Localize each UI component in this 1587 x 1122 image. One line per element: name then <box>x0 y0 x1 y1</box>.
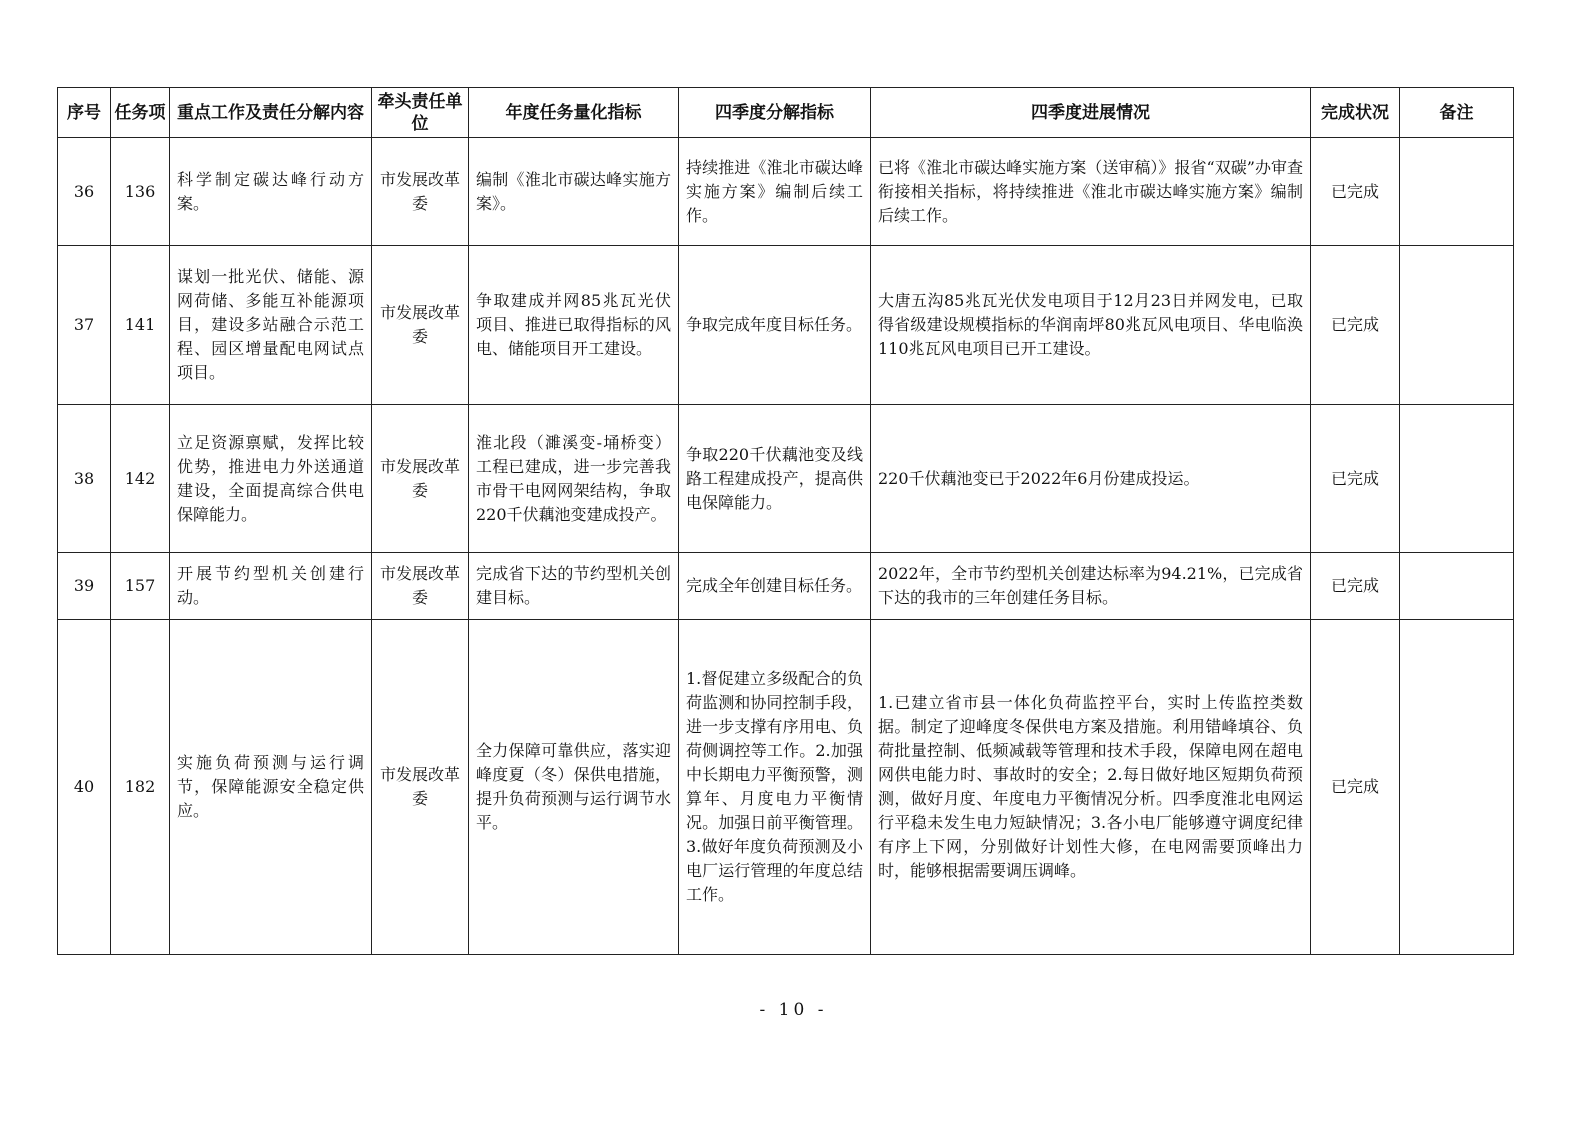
cell-q4-target: 持续推进《淮北市碳达峰实施方案》编制后续工作。 <box>679 138 871 246</box>
cell-status: 已完成 <box>1311 553 1400 620</box>
cell-q4-target: 争取220千伏藕池变及线路工程建成投产，提高供电保障能力。 <box>679 405 871 553</box>
cell-seq: 36 <box>58 138 111 246</box>
cell-annual: 争取建成并网85兆瓦光伏项目、推进已取得指标的风电、储能项目开工建设。 <box>469 246 679 405</box>
cell-work: 谋划一批光伏、储能、源网荷储、多能互补能源项目，建设多站融合示范工程、园区增量配电网试点项目。 <box>170 246 372 405</box>
table-row <box>58 620 1514 955</box>
cell-work: 开展节约型机关创建行动。 <box>170 553 372 620</box>
cell-q4-progress: 已将《淮北市碳达峰实施方案（送审稿）》报省“双碳”办审查衔接相关指标，将持续推进《淮北市碳达峰实施方案》编制后续工作。 <box>871 138 1311 246</box>
cell-annual: 完成省下达的节约型机关创建目标。 <box>469 553 679 620</box>
cell-unit: 市发展改革委 <box>372 553 469 620</box>
header-unit: 牵头责任单位 <box>372 88 469 138</box>
cell-remark <box>1400 620 1514 955</box>
cell-q4-progress: 2022年，全市节约型机关创建达标率为94.21%，已完成省下达的我市的三年创建任务目标。 <box>871 553 1311 620</box>
cell-seq: 37 <box>58 246 111 405</box>
cell-q4-target: 争取完成年度目标任务。 <box>679 246 871 405</box>
cell-work: 科学制定碳达峰行动方案。 <box>170 138 372 246</box>
cell-remark <box>1400 405 1514 553</box>
cell-unit: 市发展改革委 <box>372 246 469 405</box>
cell-task: 157 <box>111 553 170 620</box>
cell-status: 已完成 <box>1311 246 1400 405</box>
cell-seq: 38 <box>58 405 111 553</box>
header-q4-progress: 四季度进展情况 <box>871 88 1311 138</box>
cell-task: 136 <box>111 138 170 246</box>
table-row <box>58 138 1514 246</box>
header-status: 完成状况 <box>1311 88 1400 138</box>
cell-q4-progress: 大唐五沟85兆瓦光伏发电项目于12月23日并网发电，已取得省级建设规模指标的华润南坪80兆瓦风电项目、华电临涣110兆瓦风电项目已开工建设。 <box>871 246 1311 405</box>
cell-task: 141 <box>111 246 170 405</box>
cell-q4-target: 1.督促建立多级配合的负荷监测和协同控制手段，进一步支撑有序用电、负荷侧调控等工作。2.加强中长期电力平衡预警，测算年、月度电力平衡情况。加强日前平衡管理。3.做好年度负荷预测及小电厂运行管理的年度总结工作。 <box>679 620 871 955</box>
cell-task: 142 <box>111 405 170 553</box>
cell-task: 182 <box>111 620 170 955</box>
progress-table <box>57 87 1514 955</box>
header-remark: 备注 <box>1400 88 1514 138</box>
cell-status: 已完成 <box>1311 138 1400 246</box>
table-row <box>58 246 1514 405</box>
cell-q4-target: 完成全年创建目标任务。 <box>679 553 871 620</box>
table-row <box>58 553 1514 620</box>
cell-remark <box>1400 553 1514 620</box>
cell-unit: 市发展改革委 <box>372 138 469 246</box>
cell-q4-progress: 220千伏藕池变已于2022年6月份建成投运。 <box>871 405 1311 553</box>
cell-unit: 市发展改革委 <box>372 620 469 955</box>
cell-annual: 淮北段（濉溪变-埇桥变）工程已建成，进一步完善我市骨干电网网架结构，争取220千伏藕池变建成投产。 <box>469 405 679 553</box>
table-row <box>58 405 1514 553</box>
cell-status: 已完成 <box>1311 620 1400 955</box>
header-task: 任务项 <box>111 88 170 138</box>
header-work: 重点工作及责任分解内容 <box>170 88 372 138</box>
header-q4-target: 四季度分解指标 <box>679 88 871 138</box>
header-seq: 序号 <box>58 88 111 138</box>
cell-annual: 全力保障可靠供应，落实迎峰度夏（冬）保供电措施，提升负荷预测与运行调节水平。 <box>469 620 679 955</box>
table-header-row <box>58 88 1514 138</box>
cell-work: 实施负荷预测与运行调节，保障能源安全稳定供应。 <box>170 620 372 955</box>
cell-remark <box>1400 138 1514 246</box>
cell-annual: 编制《淮北市碳达峰实施方案》。 <box>469 138 679 246</box>
cell-status: 已完成 <box>1311 405 1400 553</box>
cell-remark <box>1400 246 1514 405</box>
cell-seq: 40 <box>58 620 111 955</box>
cell-q4-progress: 1.已建立省市县一体化负荷监控平台，实时上传监控类数据。制定了迎峰度冬保供电方案及措施。利用错峰填谷、负荷批量控制、低频减载等管理和技术手段，保障电网在超电网供电能力时、事故时的安全；2.每日做好地区短期负荷预测，做好月度、年度电力平衡情况分析。四季度淮北电网运行平稳未发生电力短缺情况；3.各小电厂能够遵守调度纪律有序上下网，分别做好计划性大修，在电网需要顶峰出力时，能够根据需要调压调峰。 <box>871 620 1311 955</box>
cell-seq: 39 <box>58 553 111 620</box>
page-number: - 10 - <box>759 1000 828 1020</box>
header-annual: 年度任务量化指标 <box>469 88 679 138</box>
cell-work: 立足资源禀赋，发挥比较优势，推进电力外送通道建设，全面提高综合供电保障能力。 <box>170 405 372 553</box>
cell-unit: 市发展改革委 <box>372 405 469 553</box>
